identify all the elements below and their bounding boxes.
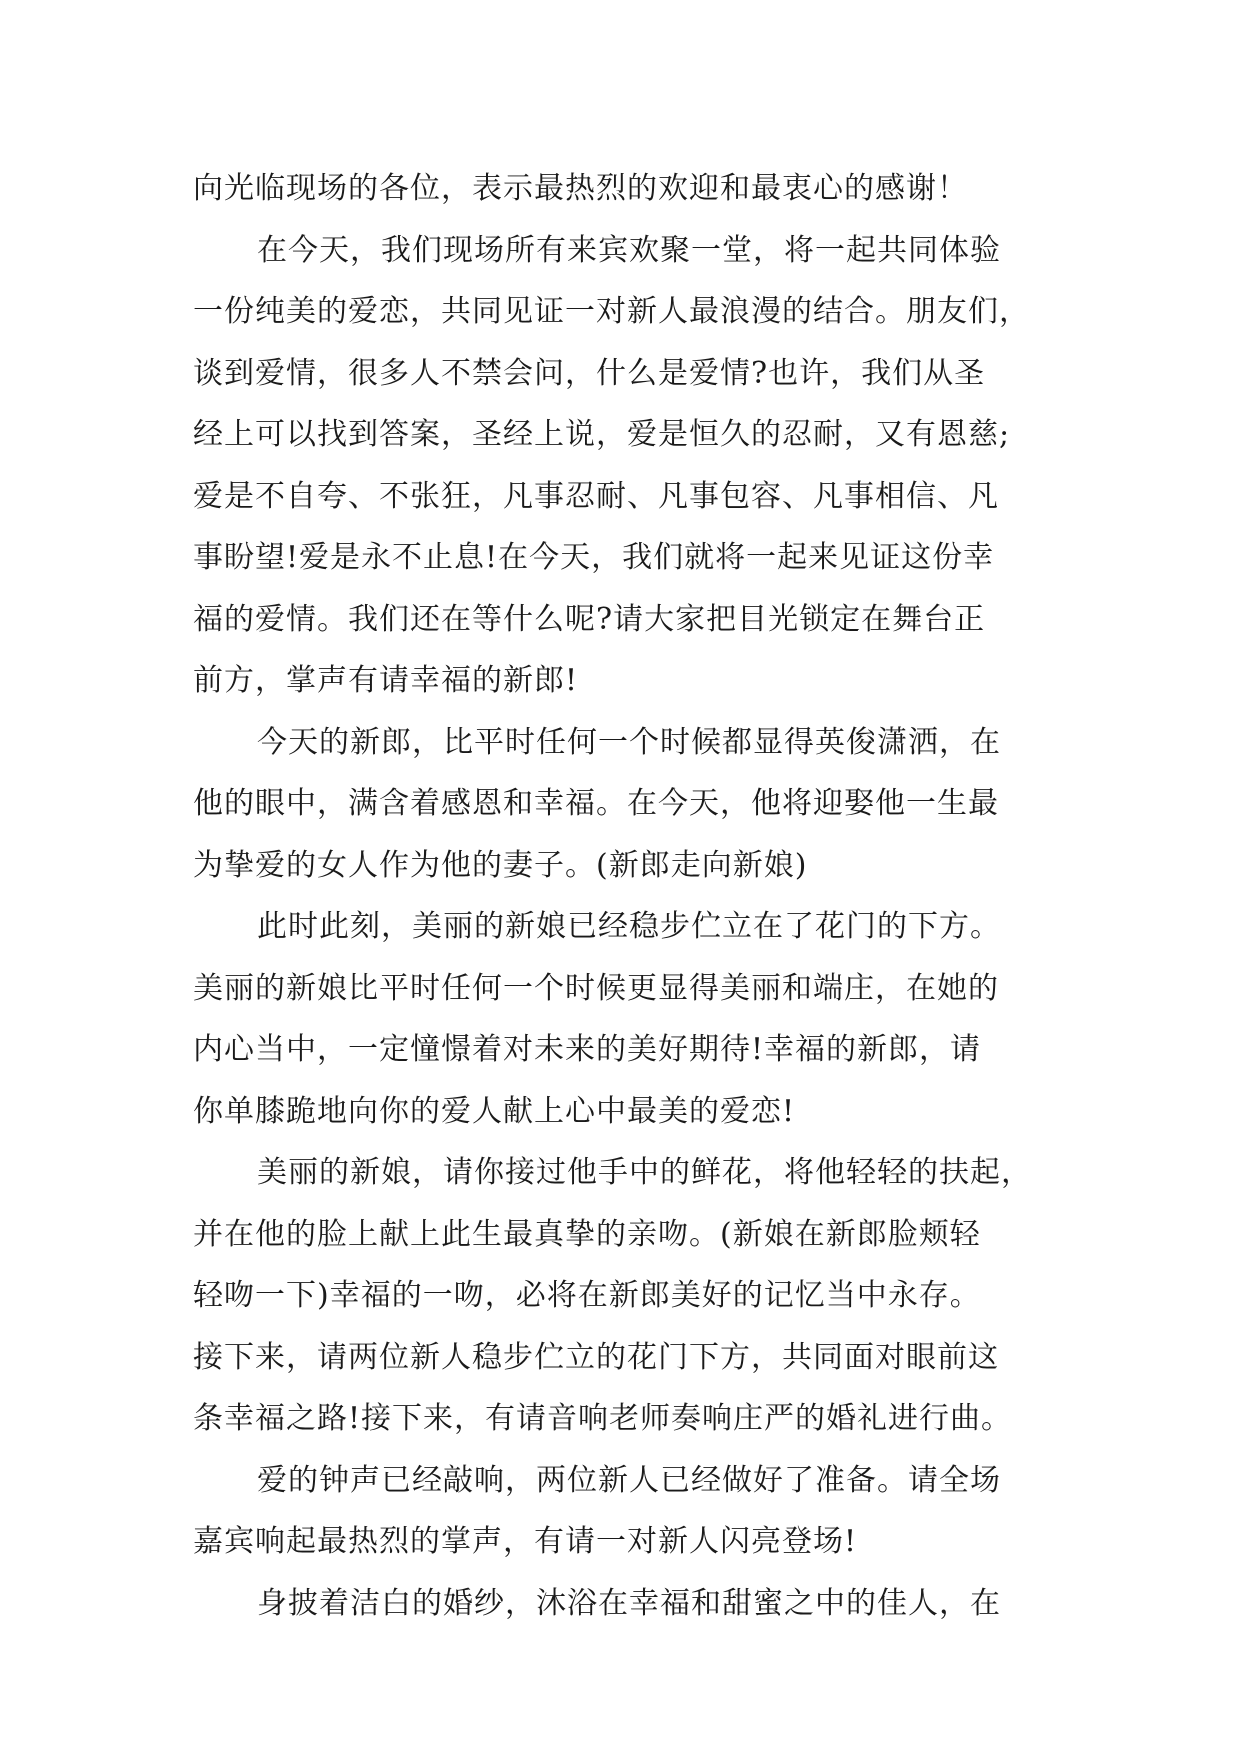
document-body xyxy=(193,158,1053,1634)
text-line: 前方，掌声有请幸福的新郎! xyxy=(193,663,579,698)
text-line: 谈到爱情，很多人不禁会问，什么是爱情?也许，我们从圣 xyxy=(193,355,986,391)
text-line: 今天的新郎，比平时任何一个时候都显得英俊潇洒，在 xyxy=(257,724,1001,760)
text-line: 一份纯美的爱恋，共同见证一对新人最浪漫的结合。朋友们， xyxy=(193,294,1030,329)
text-line: 轻吻一下)幸福的一吻，必将在新郎美好的记忆当中永存。 xyxy=(193,1278,981,1313)
text-line: 条幸福之路!接下来，有请音响老师奏响庄严的婚礼进行曲。 xyxy=(193,1401,1013,1436)
text-line: 你单膝跪地向你的爱人献上心中最美的爱恋! xyxy=(193,1093,796,1129)
text-line: 福的爱情。我们还在等什么呢?请大家把目光锁定在舞台正 xyxy=(193,601,986,637)
text-line: 美丽的新娘比平时任何一个时候更显得美丽和端庄，在她的 xyxy=(193,970,999,1006)
text-line: 嘉宾响起最热烈的掌声，有请一对新人闪亮登场! xyxy=(193,1524,858,1559)
text-line: 为挚爱的女人作为他的妻子。(新郎走向新娘) xyxy=(193,847,808,883)
text-line: 并在他的脸上献上此生最真挚的亲吻。(新娘在新郎脸颊轻 xyxy=(193,1216,981,1252)
text-line: 爱的钟声已经敲响，两位新人已经做好了准备。请全场 xyxy=(257,1462,1001,1498)
text-line: 在今天，我们现场所有来宾欢聚一堂，将一起共同体验 xyxy=(257,232,1001,268)
text-line: 经上可以找到答案，圣经上说，爱是恒久的忍耐，又有恩慈; xyxy=(193,417,1011,452)
text-line: 事盼望!爱是永不止息!在今天，我们就将一起来见证这份幸 xyxy=(193,540,995,575)
text-line: 内心当中，一定憧憬着对未来的美好期待!幸福的新郎，请 xyxy=(193,1032,982,1067)
text-line: 他的眼中，满含着感恩和幸福。在今天，他将迎娶他一生最 xyxy=(193,786,999,821)
text-line: 此时此刻，美丽的新娘已经稳步伫立在了花门的下方。 xyxy=(257,909,1001,944)
text-line: 爱是不自夸、不张狂，凡事忍耐、凡事包容、凡事相信、凡 xyxy=(193,478,999,514)
text-line: 美丽的新娘，请你接过他手中的鲜花，将他轻轻的扶起， xyxy=(257,1155,1032,1190)
text-line: 身披着洁白的婚纱，沐浴在幸福和甜蜜之中的佳人，在 xyxy=(257,1585,1001,1621)
text-line: 向光临现场的各位，表示最热烈的欢迎和最衷心的感谢！ xyxy=(193,171,968,206)
text-line: 接下来，请两位新人稳步伫立的花门下方，共同面对眼前这 xyxy=(193,1339,999,1375)
